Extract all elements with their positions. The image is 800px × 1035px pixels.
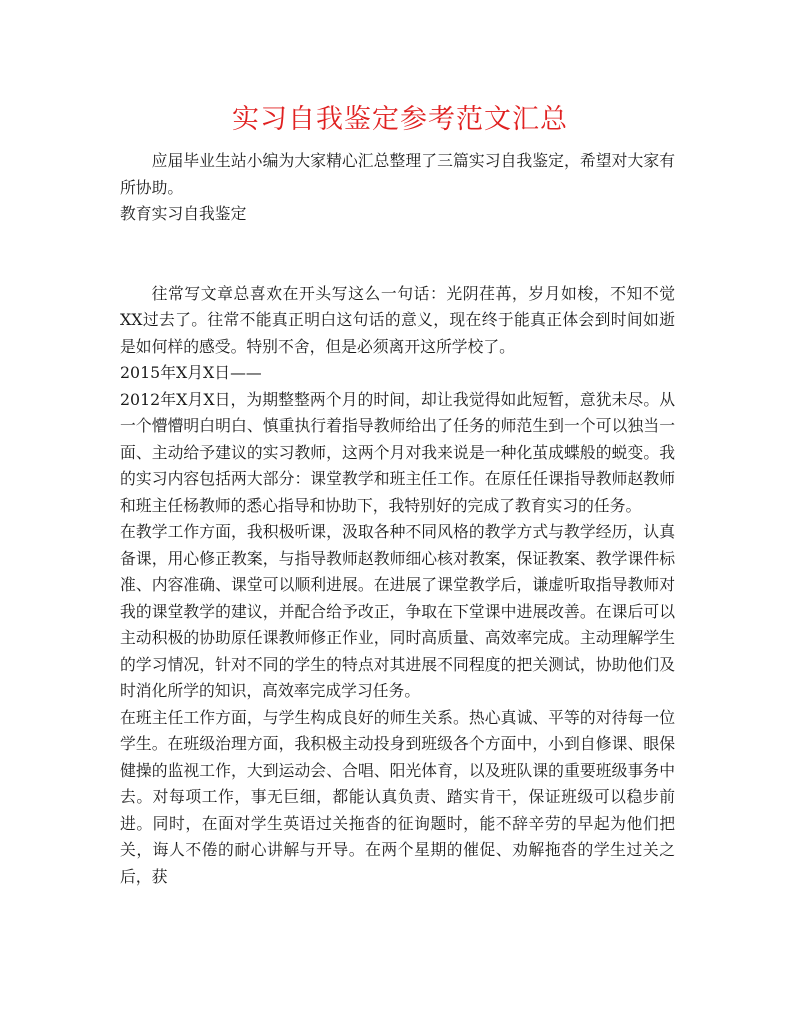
section-heading: 教育实习自我鉴定 (120, 204, 247, 223)
paragraph-internship-overview: 2012年X月X日，为期整整两个月的时间，却让我觉得如此短暂，意犹未尽。从一个懵懵明白明白、慎重执行着指导教师给出了任务的师范生到一个可以独当一面、主动给予建议的实习教师，这两个月对我来说是一种化茧成蝶般的蜕变。我的实习内容包括两大部分：课堂教学和班主任工作。在原任任课指导教师赵教师和班主任杨教师的悉心指导和协助下，我特别好的完成了教育实习的任务。 (120, 389, 675, 515)
document-body (120, 148, 675, 890)
blank-spacer (120, 228, 675, 281)
paragraph-class-teacher-work: 在班主任工作方面，与学生构成良好的师生关系。热心真诚、平等的对待每一位学生。在班级治理方面，我积极主动投身到班级各个方面中，小到自修课、眼保健操的监视工作，大到运动会、合唱、阳光体育，以及班队课的重要班级事务中去。对每项工作，事无巨细，都能认真负责、踏实肯干，保证班级可以稳步前进。同时，在面对学生英语过关拖沓的征询题时，能不辞辛劳的早起为他们把关，诲人不倦的耐心讲解与开导。在两个星期的催促、劝解拖沓的学生过关之后，获 (120, 707, 675, 886)
intro-paragraph: 应届毕业生站小编为大家精心汇总整理了三篇实习自我鉴定，希望对大家有所协助。 (120, 151, 675, 197)
date-line: 2015年X月X日—— (120, 363, 262, 382)
paragraph-opening: 往常写文章总喜欢在开头写这么一句话：光阴荏苒，岁月如梭，不知不觉XX过去了。往常不能真正明白这句话的意义，现在终于能真正体会到时间如逝是如何样的感受。特别不舍，但是必须离开这所学校了。 (120, 283, 675, 356)
document-title: 实习自我鉴定参考范文汇总 (232, 104, 568, 135)
paragraph-teaching-work: 在教学工作方面，我积极听课，汲取各种不同风格的教学方式与教学经历，认真备课，用心修正教案，与指导教师赵教师细心核对教案，保证教案、教学课件标准、内容准确、课堂可以顺利进展。在进展了课堂教学后，谦虚听取指导教师对我的课堂教学的建议，并配合给予改正，争取在下堂课中进展改善。在课后可以主动积极的协助原任课教师修正作业，同时高质量、高效率完成。主动理解学生的学习情况，针对不同的学生的特点对其进展不同程度的把关测试，协助他们及时消化所学的知识，高效率完成学习任务。 (120, 522, 675, 700)
